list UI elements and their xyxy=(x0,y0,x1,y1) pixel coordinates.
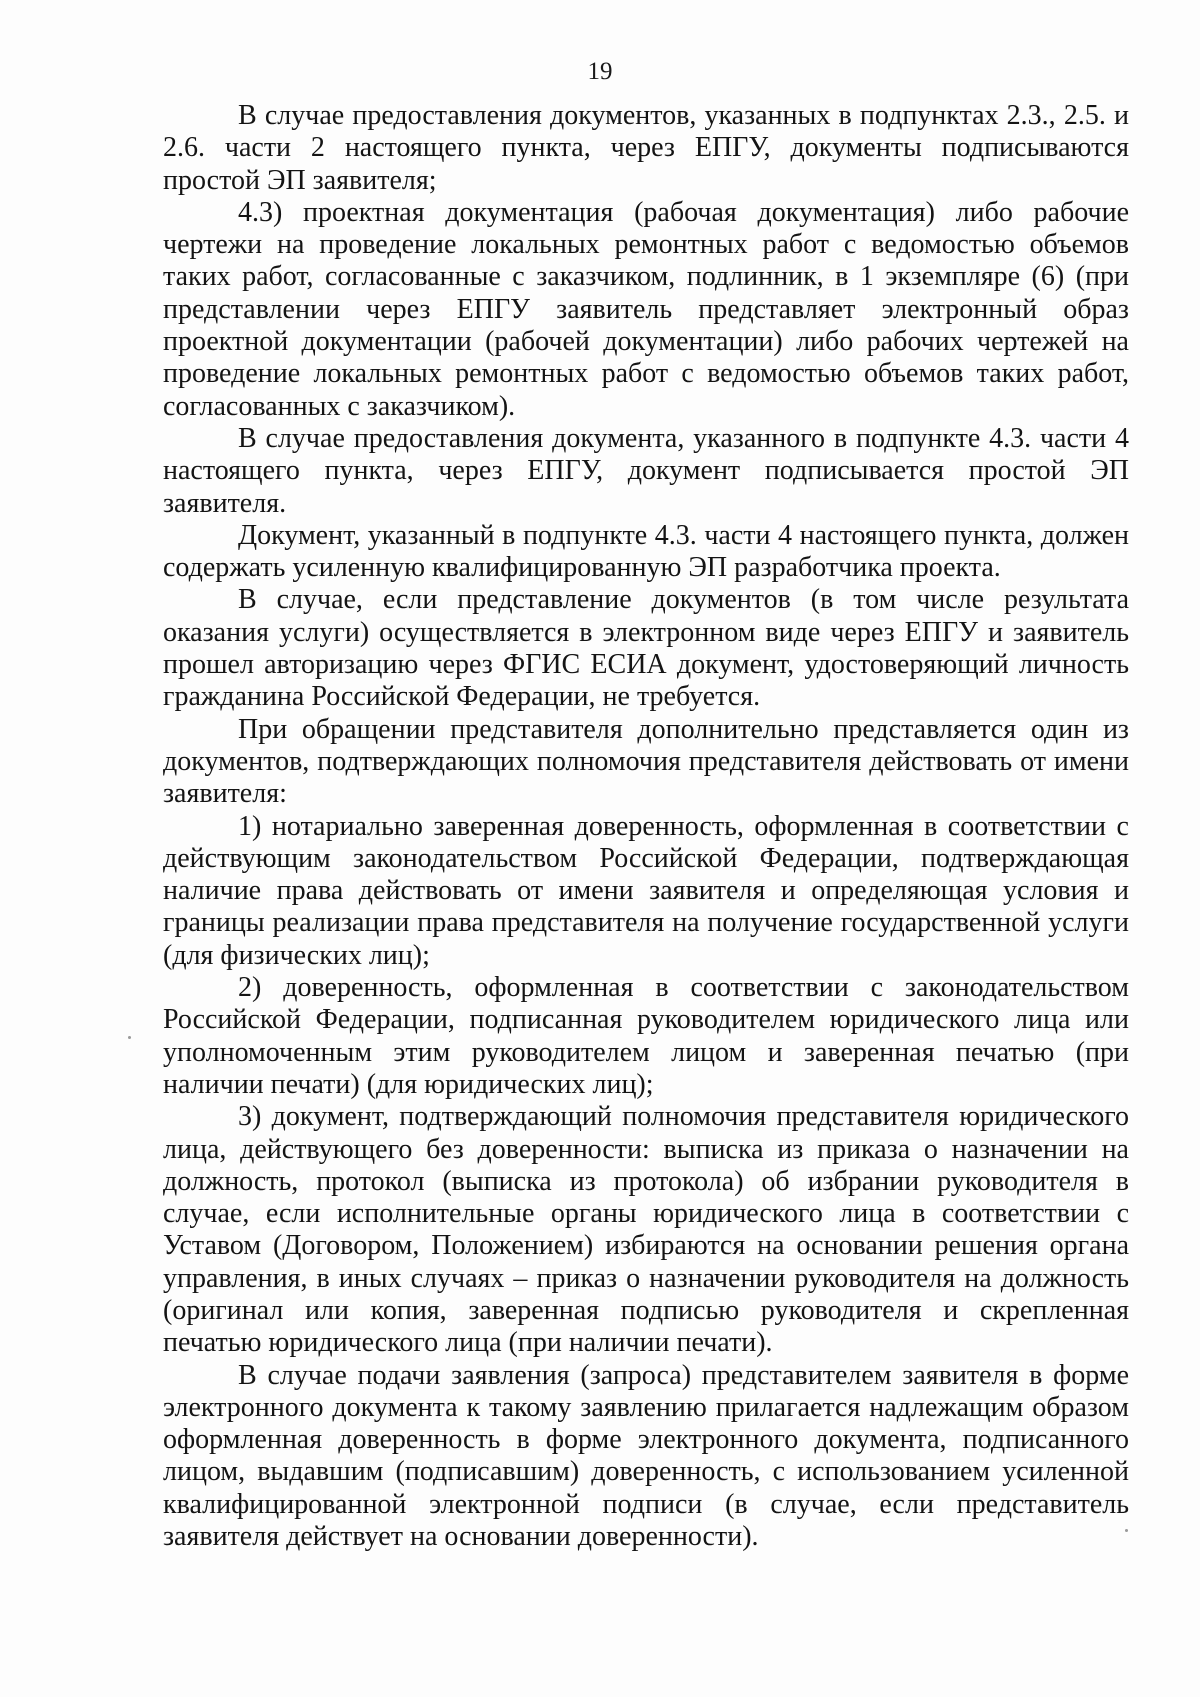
paragraph-signing-doc-4-3: В случае предоставления документа, указанного в подпункте 4.3. части 4 настоящего пункта, через ЕПГУ, документ подписывается простой ЭП заявителя. xyxy=(163,422,1129,519)
paragraph-signing-docs-2-3: В случае предоставления документов, указанных в подпунктах 2.3., 2.5. и 2.6. части 2 настоящего пункта, через ЕПГУ, документы подписываются простой ЭП заявителя; xyxy=(163,100,1129,196)
paragraph-list-item-2: 2) доверенность, оформленная в соответствии с законодательством Российской Федерации, подписанная руководителем юридического лица или уполномоченным этим руководителем лицом и заверенная печатью (при наличии печати) (для юридических лиц); xyxy=(163,972,1129,1100)
paragraph-list-item-1: 1) нотариально заверенная доверенность, оформленная в соответствии с действующим законодательством Российской Федерации, подтверждающая наличие права действовать от имени заявителя и определяющая условия и границы реализации права представителя на получение государственной услуги (для физических лиц); xyxy=(163,810,1129,971)
paragraph-esia-authorization: В случае, если представление документов (в том числе результата оказания услуги) осуществляется в электронном виде через ЕПГУ и заявитель прошел авторизацию через ФГИС ЕСИА документ, удостоверяющий личность гражданина Российской Федерации, не требуется. xyxy=(163,584,1129,713)
page-number: 19 xyxy=(587,58,613,85)
scan-speck xyxy=(128,1036,131,1039)
paragraph-list-item-3: 3) документ, подтверждающий полномочия представителя юридического лица, действующего без доверенности: выписка из приказа о назначении на должность, протокол (выписка из протокола) об избрании руководителя в случае, если исполнительные органы юридического лица в соответствии с Уставом (Договором, Положением) избираются на основании решения органа управления, в иных случаях – приказ о назначении руководителя на должность (оригинал или копия, заверенная подписью руководителя и скрепленная печатью юридического лица (при наличии печати). xyxy=(163,1101,1129,1359)
scan-speck xyxy=(1125,1529,1128,1532)
paragraph-representative-documents: При обращении представителя дополнительно представляется один из документов, подтверждающих полномочия представителя действовать от имени заявителя: xyxy=(163,713,1129,810)
paragraph-qualified-signature: Документ, указанный в подпункте 4.3. части 4 настоящего пункта, должен содержать усиленную квалифицированную ЭП разработчика проекта. xyxy=(163,519,1129,584)
document-body xyxy=(163,100,1129,1553)
paragraph-electronic-power-of-attorney: В случае подачи заявления (запроса) представителем заявителя в форме электронного документа к такому заявлению прилагается надлежащим образом оформленная доверенность в форме электронного документа, подписанного лицом, выдавшим (подписавшим) доверенность, с использованием усиленной квалифицированной электронной подписи (в случае, если представитель заявителя действует на основании доверенности). xyxy=(163,1359,1129,1553)
paragraph-item-4-3: 4.3) проектная документация (рабочая документация) либо рабочие чертежи на проведение локальных ремонтных работ с ведомостью объемов таких работ, согласованные с заказчиком, подлинник, в 1 экземпляре (6) (при представлении через ЕПГУ заявитель представляет электронный образ проектной документации (рабочей документации) либо рабочих чертежей на проведение локальных ремонтных работ с ведомостью объемов таких работ, согласованных с заказчиком). xyxy=(163,196,1129,422)
